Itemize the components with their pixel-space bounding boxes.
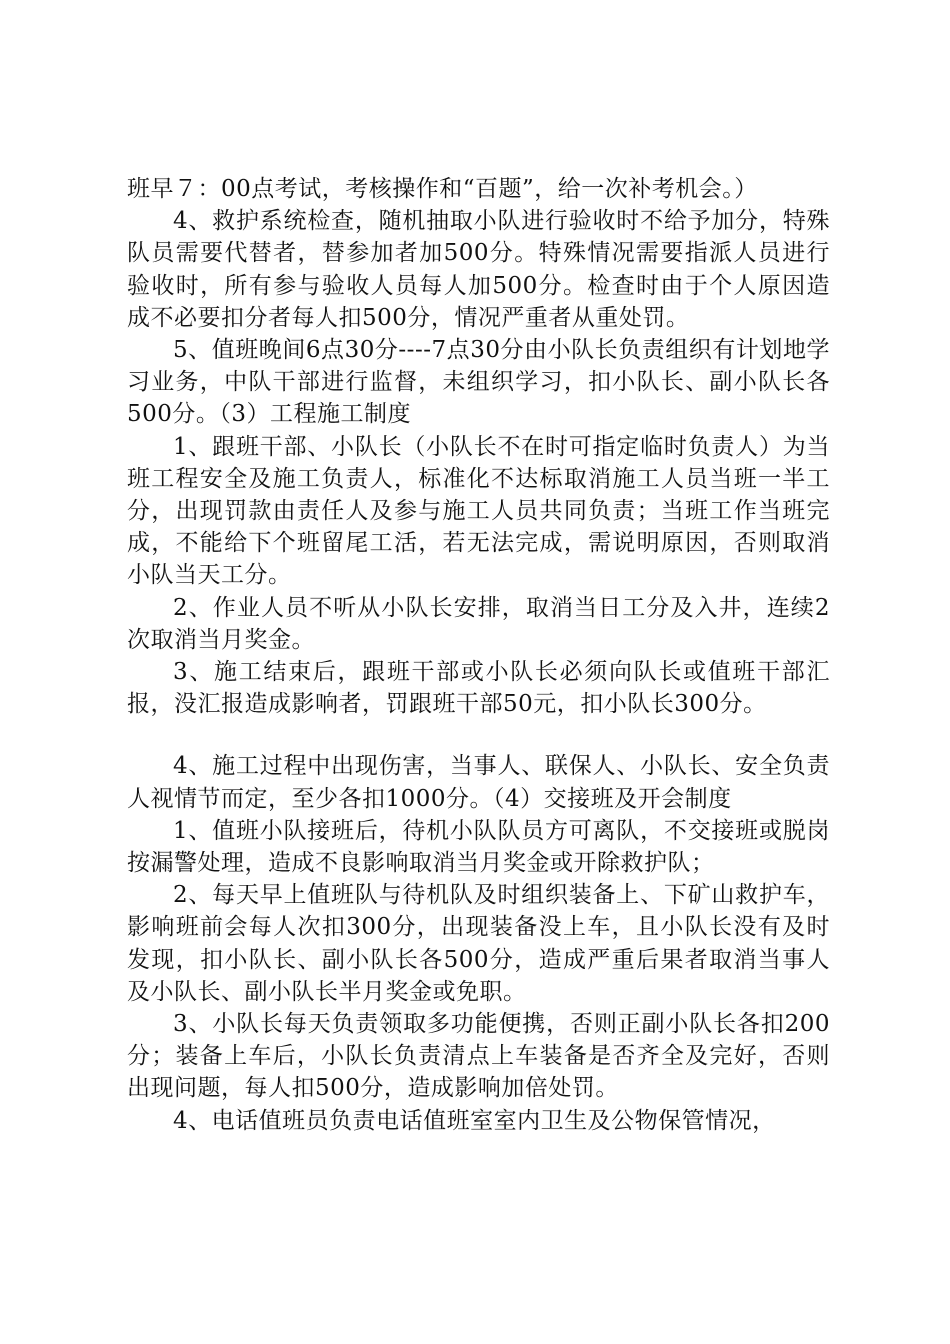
paragraph-construction-injury: 4、施工过程中出现伤害，当事人、联保人、小队长、安全负责人视情节而定，至少各扣1000分。（4）交接班及开会制度	[127, 753, 830, 812]
paragraph-phone-duty: 4、电话值班员负责电话值班室室内卫生及公物保管情况，	[173, 1107, 776, 1134]
paragraph-worker-obedience: 2、作业人员不听从小队长安排，取消当日工分及入井，连续2次取消当月奖金。	[127, 594, 830, 653]
paragraph-construction-report: 3、施工结束后，跟班干部或小队长必须向队长或值班干部汇报，没汇报造成影响者，罚跟班干部50元，扣小队长300分。	[127, 659, 830, 718]
paragraph-construction-responsibility: 1、跟班干部、小队长（小队长不在时可指定临时负责人）为当班工程安全及施工负责人，标准化不达标取消施工人员当班一半工分，出现罚款由责任人及参与施工人员共同负责；当班工作当班完成，不能给下个班留尾工活，若无法完成，需说明原因，否则取消小队当天工分。	[127, 433, 830, 589]
paragraph-shift-handover: 1、值班小队接班后，待机小队队员方可离队，不交接班或脱岗按漏警处理，造成不良影响取消当月奖金或开除救护队；	[127, 817, 830, 877]
paragraph-exam-continuation: 班早７：00点考试，考核操作和“百题”，给一次补考机会。）	[127, 176, 758, 202]
paragraph-portable-device: 3、小队长每天负责领取多功能便携，否则正副小队长各扣200分；装备上车后，小队长负责清点上车装备是否齐全及完好，否则出现问题，每人扣500分，造成影响加倍处罚。	[127, 1011, 830, 1102]
paragraph-evening-study: 5、值班晚间6点30分----7点30分由小队长负责组织有计划地学习业务，中队干部进行监督，未组织学习，扣小队长、副小队长各500分。（3）工程施工制度	[127, 337, 830, 428]
paragraph-rescue-system-check: 4、救护系统检查，随机抽取小队进行验收时不给予加分，特殊队员需要代替者，替参加者加500分。特殊情况需要指派人员进行验收时，所有参与验收人员每人加500分。检查时由于个人原因造成不必要扣分者每人扣500分，情况严重者从重处罚。	[127, 208, 830, 331]
paragraph-morning-equipment: 2、每天早上值班队与待机队及时组织装备上、下矿山救护车，影响班前会每人次扣300分，出现装备没上车，且小队长没有及时发现，扣小队长、副小队长各500分，造成严重后果者取消当事人及小队长、副小队长半月奖金或免职。	[127, 882, 830, 1005]
document-page	[127, 173, 830, 1137]
